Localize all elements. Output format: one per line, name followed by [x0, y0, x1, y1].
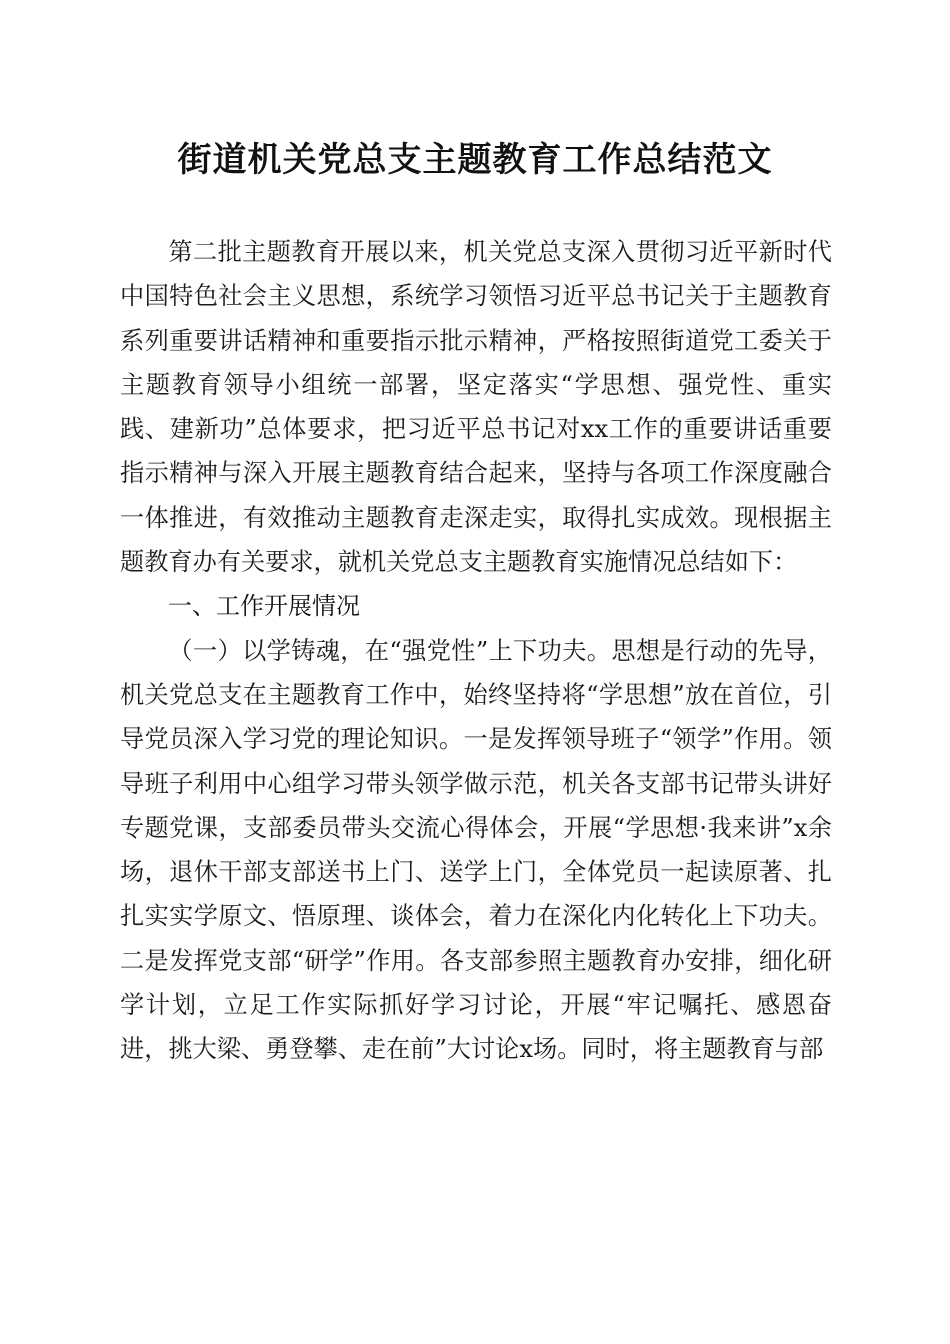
document-title: 街道机关党总支主题教育工作总结范文 — [177, 140, 773, 180]
section-1-paragraph-1: （一）以学铸魂，在“强党性”上下功夫。思想是行动的先导，机关党总支在主题教育工作中，始终坚持将“学思想”放在首位，引导党员深入学习党的理论知识。一是发挥领导班子“领学”作用。领导班子利用中心组学习带头领学做示范，机关各支部书记带头讲好专题党课，支部委员带头交流心得体会，开展“学思想·我来讲”x余场，退休干部支部送书上门、送学上门，全体党员一起读原著、扎扎实实学原文、悟原理、谈体会，着力在深化内化转化上下功夫。二是发挥党支部“研学”作用。各支部参照主题教育办安排，细化研学计划，立足工作实际抓好学习讨论，开展“牢记嘱托、感恩奋进，挑大梁、勇登攀、走在前”大讨论x场。同时，将主题教育与部 — [120, 636, 832, 1064]
document-body — [120, 230, 832, 1072]
intro-paragraph: 第二批主题教育开展以来，机关党总支深入贯彻习近平新时代中国特色社会主义思想，系统学习领悟习近平总书记关于主题教育系列重要讲话精神和重要指示批示精神，严格按照街道党工委关于主题教育领导小组统一部署，坚定落实“学思想、强党性、重实践、建新功”总体要求，把习近平总书记对xx工作的重要讲话重要指示精神与深入开展主题教育结合起来，坚持与各项工作深度融合一体推进，有效推动主题教育走深走实，取得扎实成效。现根据主题教育办有关要求，就机关党总支主题教育实施情况总结如下： — [120, 238, 832, 577]
section-heading-1: 一、工作开展情况 — [168, 592, 360, 621]
